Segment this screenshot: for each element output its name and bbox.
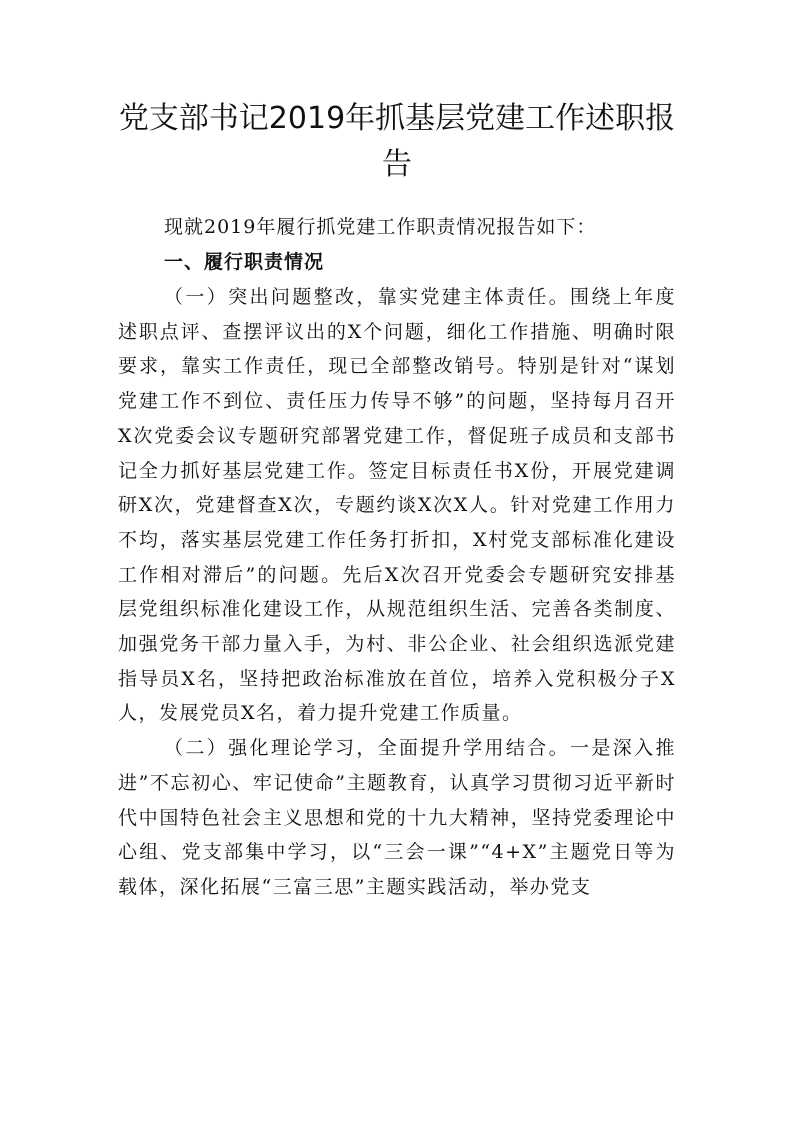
body-paragraph-2: （二）强化理论学习，全面提升学用结合。一是深入推进”不忘初心、牢记使命”主题教育，认真学习贯彻习近平新时代中国特色社会主义思想和党的十九大精神，坚持党委理论中心组、党支部集中学习，以“三会一课”“4+X”主题党日等为载体，深化拓展“三富三思”主题实践活动，举办党支 (118, 737, 676, 898)
body-paragraph-1: （一）突出问题整改，靠实党建主体责任。围绕上年度述职点评、查摆评议出的X个问题，细化工作措施、明确时限要求，靠实工作责任，现已全部整改销号。特别是针对“谋划党建工作不到位、责任压力传导不够”的问题，坚持每月召开X次党委会议专题研究部署党建工作，督促班子成员和支部书记全力抓好基层党建工作。签定目标责任书X份，开展党建调研X次，党建督查X次，专题约谈X次X人。针对党建工作用力不均，落实基层党建工作任务打折扣，X村党支部标准化建设工作相对滞后”的问题。先后X次召开党委会专题研究安排基层党组织标准化建设工作，从规范组织生活、完善各类制度、加强党务干部力量入手，为村、非公企业、社会组织选派党建指导员X名，坚持把政治标准放在首位，培养入党积极分子X人，发展党员X名，着力提升党建工作质量。 (118, 286, 676, 725)
section-heading: 一、履行职责情况 (164, 251, 325, 273)
document-title: 党支部书记2019年抓基层党建工作述职报告 (118, 101, 676, 182)
intro-paragraph: 现就2019年履行抓党建工作职责情况报告如下： (164, 216, 597, 238)
document-body (118, 210, 676, 905)
